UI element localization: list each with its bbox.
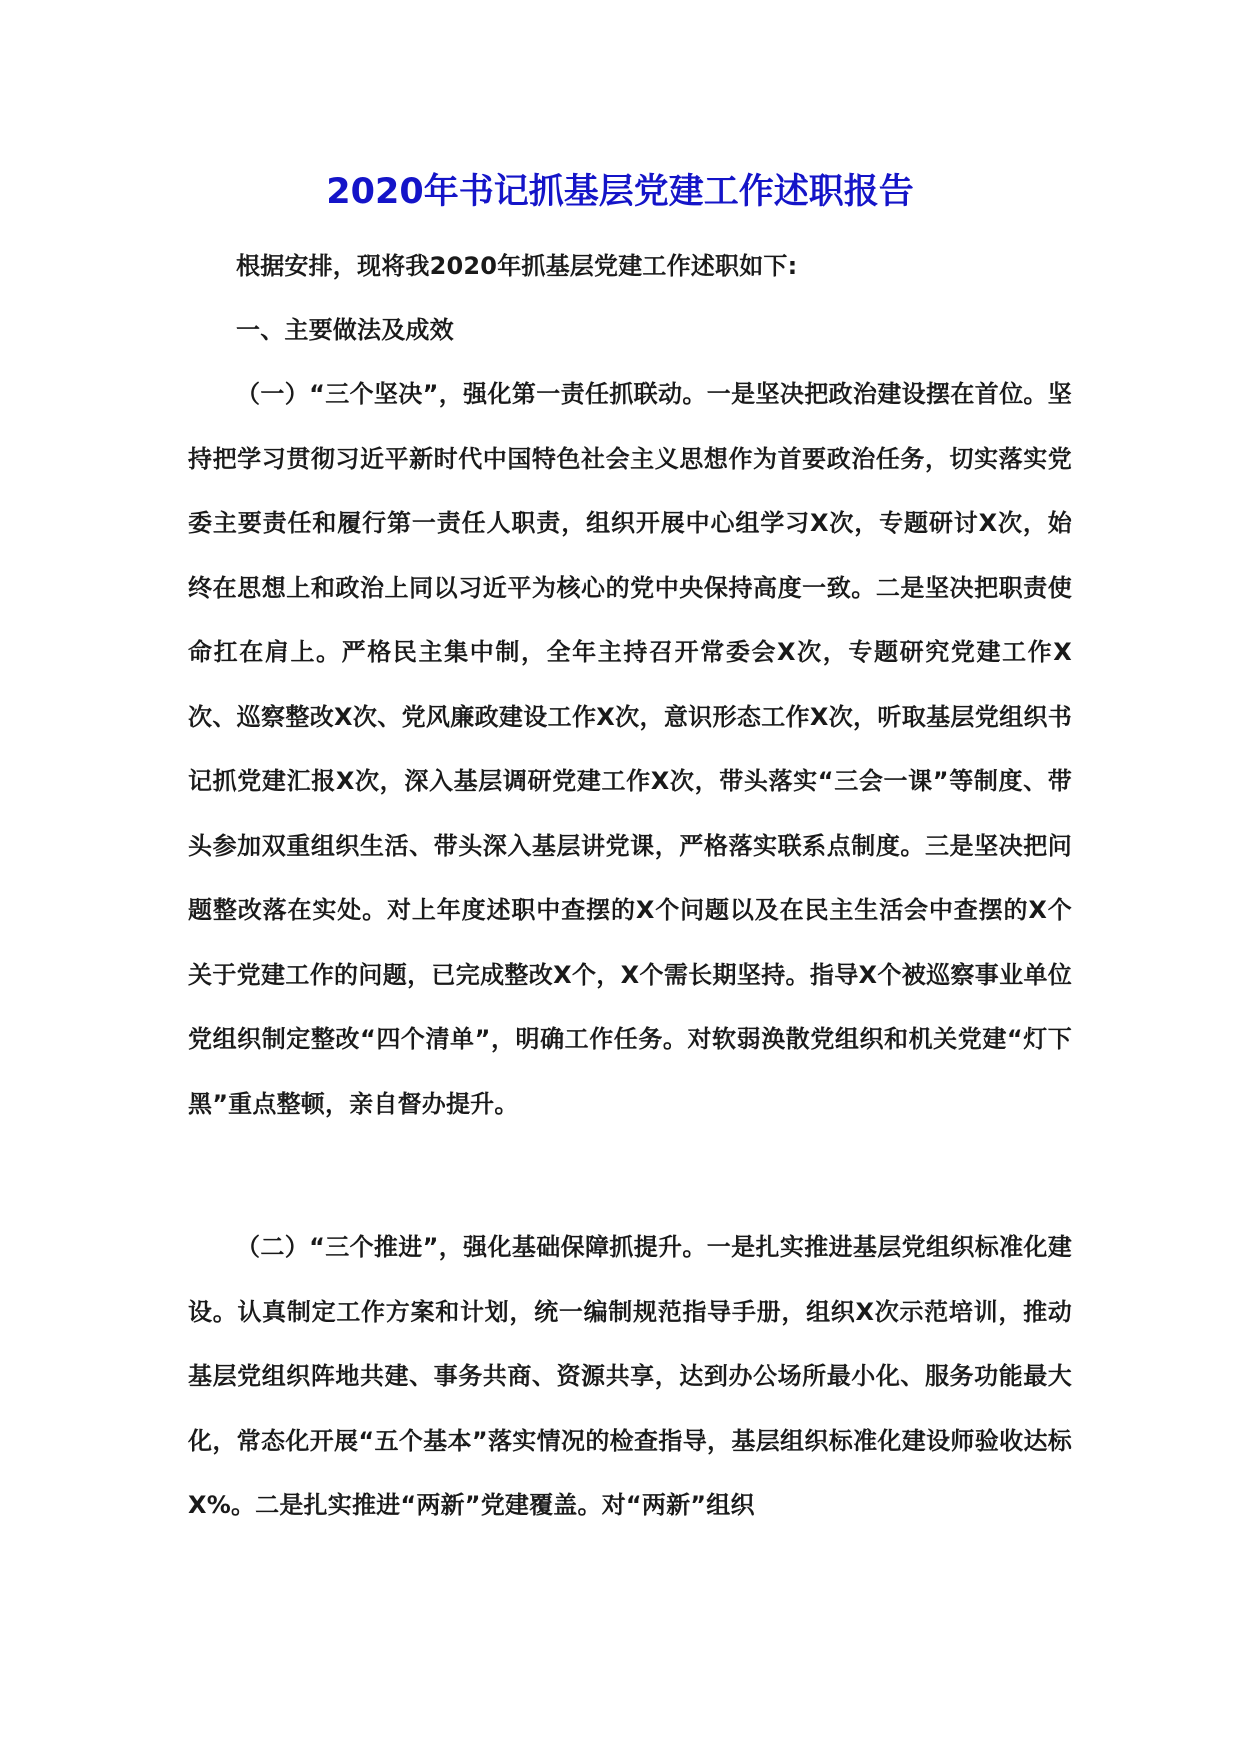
section-heading: 一、主要做法及成效 [236, 316, 454, 344]
paragraph-section-1: （一）“三个坚决”，强化第一责任抓联动。一是坚决把政治建设摆在首位。坚持把学习贯彻习近平新时代中国特色社会主义思想作为首要政治任务，切实落实党委主要责任和履行第一责任人职责，组织开展中心组学习X次，专题研讨X次，始终在思想上和政治上同以习近平为核心的党中央保持高度一致。二是坚决把职责使命扛在肩上。严格民主集中制，全年主持召开常委会X次，专题研究党建工作X次、巡察整改X次、党风廉政建设工作X次，意识形态工作X次，听取基层党组织书记抓党建汇报X次，深入基层调研党建工作X次，带头落实“三会一课”等制度、带头参加双重组织生活、带头深入基层讲党课，严格落实联系点制度。三是坚决把问题整改落在实处。对上年度述职中查摆的X个问题以及在民主生活会中查摆的X个关于党建工作的问题，已完成整改X个，X个需长期坚持。指导X个被巡察事业单位党组织制定整改“四个清单”，明确工作任务。对软弱涣散党组织和机关党建“灯下黑”重点整顿，亲自督办提升。 [188, 380, 1072, 1118]
paragraph-section-2: （二）“三个推进”，强化基础保障抓提升。一是扎实推进基层党组织标准化建设。认真制定工作方案和计划，统一编制规范指导手册，组织X次示范培训，推动基层党组织阵地共建、事务共商、资源共享，达到办公场所最小化、服务功能最大化，常态化开展“五个基本”落实情况的检查指导，基层组织标准化建设师验收达标X%。二是扎实推进“两新”党建覆盖。对“两新”组织 [188, 1233, 1072, 1519]
intro-paragraph: 根据安排，现将我2020年抓基层党建工作述职如下: [236, 252, 798, 280]
document-title: 2020年书记抓基层党建工作述职报告 [326, 172, 914, 212]
